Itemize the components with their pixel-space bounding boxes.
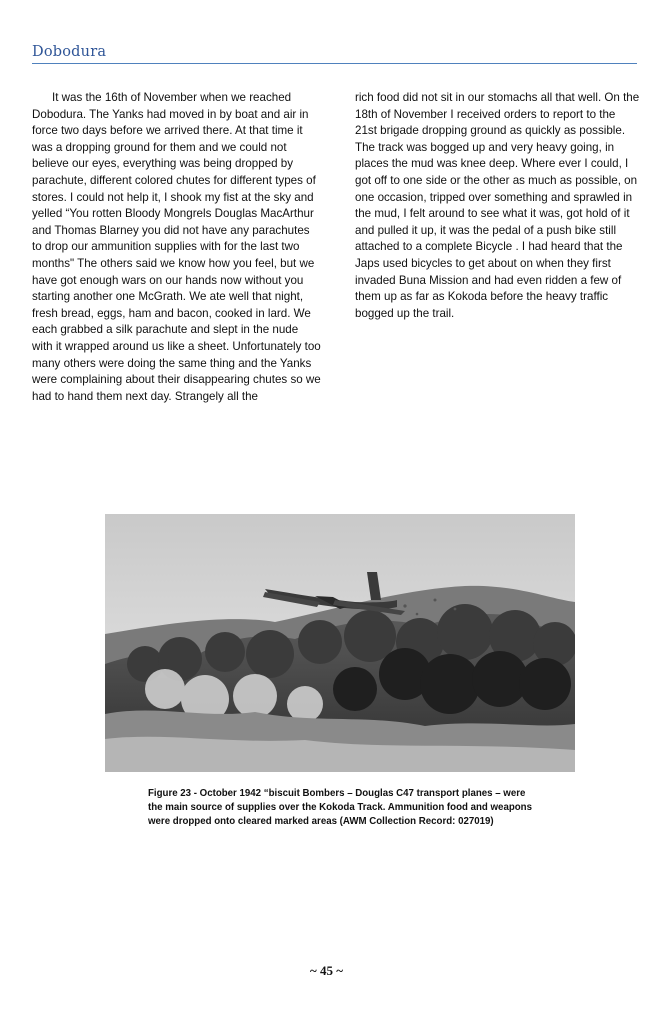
body-text-right-column: rich food did not sit in our stomachs all that well. On the 18th of November I received orders to report to the 21st brigade dropping ground as quickly as possible. The track was bogged up and very heavy going, in places the mud was knee deep. Where ever I could, I got off to one side or the other as much as possible, on one occasion, tripped over something and sprawled in the mud, I felt around to see what it was, got hold of it and pulled it up, it was the pedal of a push bike still attached to a complete Bicycle . I had heard that the Japs used bicycles to get about on when they first invaded Buna Mission and had even ridden a few of them up as far as Kokoda before the heavy traffic bogged up the trail. [355, 91, 640, 320]
body-text-left-column: It was the 16th of November when we reached Dobodura. The Yanks had moved in by boat and air in force two days before we arrived there. At that time it was a dropping ground for them and we could not believe our eyes, everything was being dropped by parachute, different colored chutes for different types of stores. I could not help it, I shook my fist at the sky and yelled “You rotten Bloody Mongrels Douglas MacArthur and Thomas Blarney you did not have any parachutes to drop our ammunition supplies with for the last two months" The others said we know how you feel, but we have got enough wars on our hands now without you starting another one McGrath. We ate well that night, fresh bread, eggs, ham and bacon, cooked in lard. We each grabbed a silk parachute and slept in the nude with it wrapped around us like a sheet. Unfortunately too many others were doing the same thing and the Yanks were complaining about their disappearing chutes so we had to hand them next day. Strangely all the [32, 91, 321, 403]
figure-caption: Figure 23 - October 1942 “biscuit Bombers – Douglas C47 transport planes – were the main source of supplies over the Kokoda Track. Ammunition food and weapons were dropped onto cleared marked areas (AWM Collection Record: 027019) [148, 788, 532, 827]
page-number: ~ 45 ~ [309, 963, 344, 978]
section-title: Dobodura [32, 44, 107, 60]
page-header [32, 44, 637, 64]
c47-transport-plane-photo [105, 514, 575, 772]
